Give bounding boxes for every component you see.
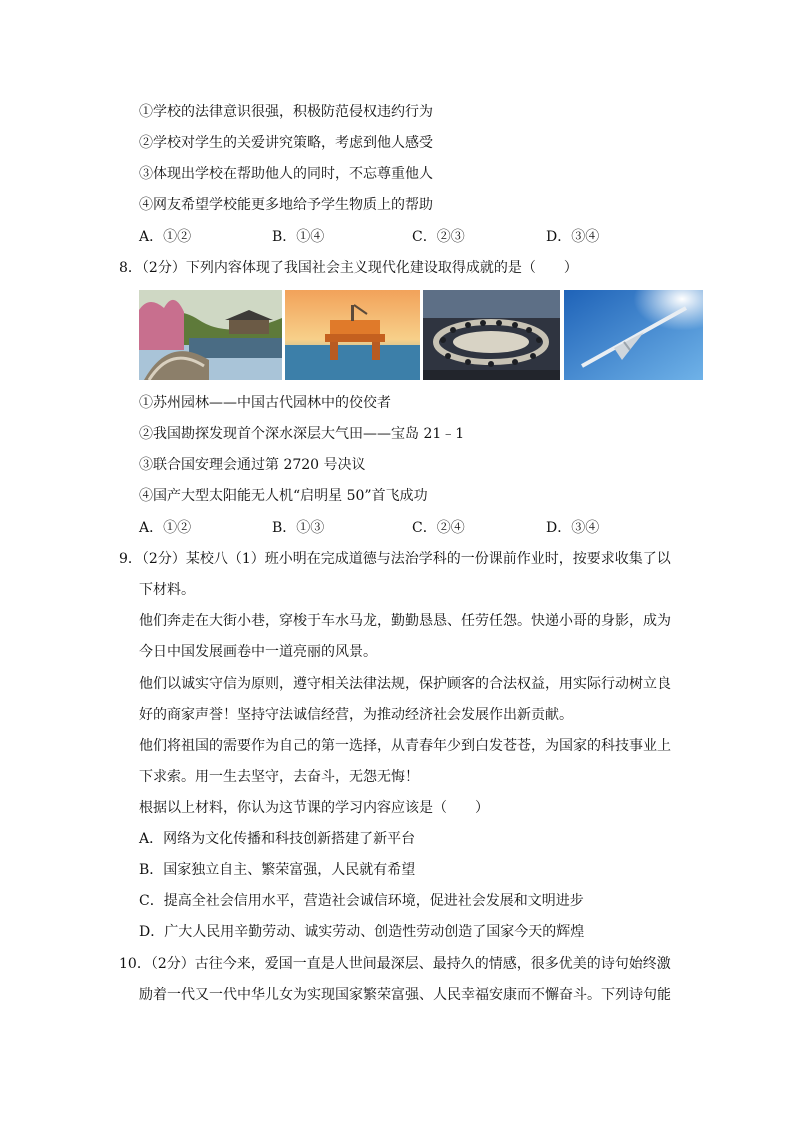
q8-stem: 8．（2分）下列内容体现了我国社会主义现代化建设取得成就的是（ ） bbox=[119, 260, 578, 276]
q9-paragraph-5: 他们将祖国的需要作为自己的第一选择，从青春年少到白发苍苍，为国家的科技事业上 bbox=[139, 738, 671, 754]
q8-statement-4: ④国产大型太阳能无人机“启明星 50”首飞成功 bbox=[139, 488, 428, 504]
q8-statement-3: ③联合国安理会通过第 2720 号决议 bbox=[139, 457, 366, 473]
q8-statement-2: ②我国勘探发现首个深水深层大气田——宝岛 21﹣1 bbox=[139, 426, 465, 442]
q9-paragraph-6: 下求索。用一生去坚守，去奋斗，无怨无悔！ bbox=[139, 769, 419, 785]
q8-option-b: B．①③ bbox=[272, 520, 325, 536]
q7-statement-1: ①学校的法律意识很强，积极防范侵权违约行为 bbox=[139, 104, 433, 120]
q8-option-a: A．①② bbox=[139, 520, 192, 536]
solar-drone-photo bbox=[564, 290, 703, 380]
q8-option-c: C．②④ bbox=[412, 520, 465, 536]
q9-paragraph-4: 好的商家声誉！坚持守法诚信经营，为推动经济社会发展作出新贡献。 bbox=[139, 707, 573, 723]
q9-paragraph-1: 他们奔走在大街小巷，穿梭于车水马龙，勤勤恳恳、任劳任怨。快递小哥的身影，成为 bbox=[139, 613, 671, 629]
q7-option-b: B．①④ bbox=[272, 229, 325, 245]
un-security-council-photo bbox=[423, 290, 560, 380]
q9-option-d: D．广大人民用辛勤劳动、诚实劳动、创造性劳动创造了国家今天的辉煌 bbox=[139, 924, 585, 940]
q8-statement-1: ①苏州园林——中国古代园林中的佼佼者 bbox=[139, 395, 391, 411]
q9-question: 根据以上材料，你认为这节课的学习内容应该是（ ） bbox=[139, 800, 489, 816]
q9-stem-line-1: 9．（2分）某校八（1）班小明在完成道德与法治学科的一份课前作业时，按要求收集了以 bbox=[119, 551, 671, 567]
q9-stem-line-2: 下材料。 bbox=[139, 582, 195, 598]
q7-statement-4: ④网友希望学校能更多地给予学生物质上的帮助 bbox=[139, 197, 433, 213]
q9-paragraph-2: 今日中国发展画卷中一道亮丽的风景。 bbox=[139, 644, 377, 660]
q7-option-a: A．①② bbox=[139, 229, 192, 245]
q9-option-c: C．提高全社会信用水平，营造社会诚信环境，促进社会发展和文明进步 bbox=[139, 893, 584, 909]
q7-statement-2: ②学校对学生的关爱讲究策略，考虑到他人感受 bbox=[139, 135, 433, 151]
q10-stem-line-2: 励着一代又一代中华儿女为实现国家繁荣富强、人民幸福安康而不懈奋斗。下列诗句能 bbox=[139, 987, 671, 1003]
offshore-platform-photo bbox=[285, 290, 420, 380]
q10-stem-line-1: 10．（2分）古往今来，爱国一直是人世间最深层、最持久的情感，很多优美的诗句始终激 bbox=[119, 956, 671, 972]
q7-option-d: D．③④ bbox=[546, 229, 600, 245]
q9-option-b: B．国家独立自主、繁荣富强，人民就有希望 bbox=[139, 862, 416, 878]
garden-photo bbox=[139, 290, 282, 380]
q7-option-c: C．②③ bbox=[412, 229, 465, 245]
q9-paragraph-3: 他们以诚实守信为原则，遵守相关法律法规，保护顾客的合法权益，用实际行动树立良 bbox=[139, 676, 671, 692]
q9-option-a: A．网络为文化传播和科技创新搭建了新平台 bbox=[139, 831, 416, 847]
q8-option-d: D．③④ bbox=[546, 520, 600, 536]
q7-statement-3: ③体现出学校在帮助他人的同时，不忘尊重他人 bbox=[139, 166, 433, 182]
